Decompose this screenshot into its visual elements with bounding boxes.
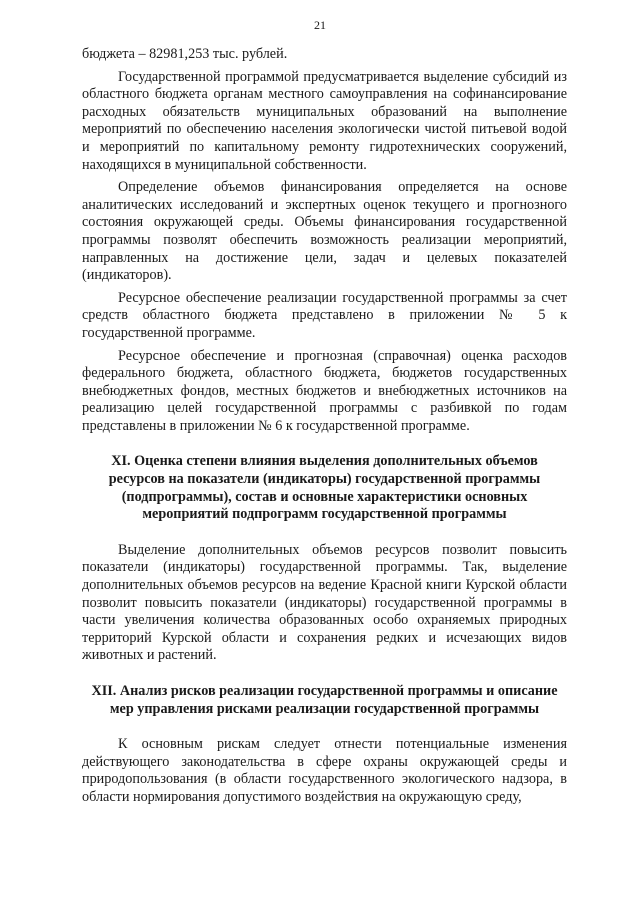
paragraph-resource-regional: Ресурсное обеспечение реализации государственной программы за счет средств областного бюджета представлено в приложении № 5 к государственной программе. [82,289,567,341]
paragraph-resource-forecast: Ресурсное обеспечение и прогнозная (справочная) оценка расходов федерального бюджета, областного бюджета, бюджетов государственных внебюджетных фондов, местных бюджетов и внебюджетных источников на реализацию целей государственной программы с разбивкой по годам представлены в приложении № 6 к государственной программе. [82,347,567,434]
document-body [82,46,567,812]
section-xi-heading: XI. Оценка степени влияния выделения дополнительных объемов ресурсов на показатели (индикаторы) государственной программы (подпрограммы), состав и основные характеристики основных мероприятий подпрограмм государственной программы [108,453,541,523]
section-xi-paragraph: Выделение дополнительных объемов ресурсов позволит повысить показатели (индикаторы) государственной программы. Так, выделение дополнительных объемов ресурсов на ведение Красной книги Курской области позволит повысить показатели (индикаторы) государственной программы в части увеличения количества образованных особо охраняемых природных территорий Курской области и сохранения редких и исчезающих видов животных и растений. [82,541,567,664]
paragraph-budget-total: бюджета – 82981,253 тыс. рублей. [82,46,288,62]
paragraph-funding-volumes: Определение объемов финансирования определяется на основе аналитических исследований и экспертных оценок текущего и прогнозного состояния окружающей среды. Объемы финансирования государственной программы позволят обеспечить возможность реализации мероприятий, направленных на достижение цели, задач и целевых показателей (индикаторов). [82,179,567,284]
section-xii-heading: XII. Анализ рисков реализации государственной программы и описание мер управления рисками реализации государственной программы [91,683,558,717]
paragraph-subsidies: Государственной программой предусматривается выделение субсидий из областного бюджета органам местного самоуправления на софинансирование расходных обязательств муниципальных образований на выполнение мероприятий по обеспечению населения экологически чистой питьевой водой и мероприятий по капитальному ремонту гидротехнических сооружений, находящихся в муниципальной собственности. [82,68,567,173]
section-xii-paragraph: К основным рискам следует отнести потенциальные изменения действующего законодательства в сфере охраны окружающей среды и природопользования (в области государственного экологического надзора, в области нормирования допустимого воздействия на окружающую среду, [82,736,567,805]
page-number: 21 [314,18,326,32]
